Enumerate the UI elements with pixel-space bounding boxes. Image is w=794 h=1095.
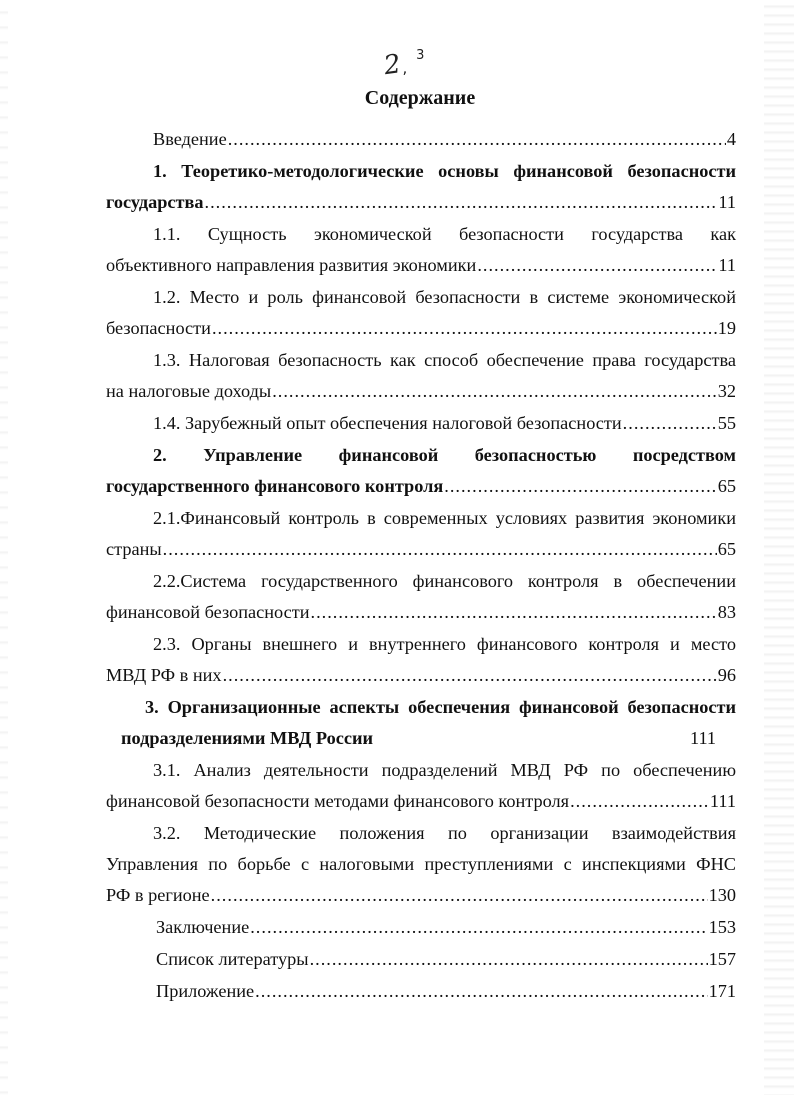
toc-page-number: 11: [718, 255, 736, 275]
toc-section-2-2-line1[interactable]: 2.2.Система государственного финансового контроля в обеспечении: [153, 571, 736, 591]
handwritten-page-number: [384, 48, 426, 80]
leader-dots: [477, 254, 717, 276]
toc-page-number: 171: [708, 981, 736, 1001]
toc-entry-text: государственного финансового контроля: [106, 476, 444, 496]
leader-dots: [211, 884, 708, 906]
toc-entry-appendix[interactable]: [156, 980, 736, 1002]
toc-page-number: 111: [709, 791, 736, 811]
toc-chapter-3-page: 111: [690, 728, 717, 748]
leader-dots: [311, 601, 717, 623]
toc-entry-text: безопасности: [106, 318, 211, 338]
page-mark-main: 2: [382, 48, 405, 82]
toc-section-2-1-line2[interactable]: [106, 538, 736, 560]
toc-entry-text: страны: [106, 539, 162, 559]
toc-page-number: 65: [717, 476, 736, 496]
toc-section-2-2-line2[interactable]: [106, 601, 736, 623]
toc-entry-text: объективного направления развития экономики: [106, 255, 477, 275]
toc-chapter-1-line2[interactable]: [106, 191, 736, 213]
toc-page-number: 19: [717, 318, 736, 338]
toc-page-number: 83: [717, 602, 736, 622]
toc-section-1-2-line2[interactable]: [106, 317, 736, 339]
leader-dots: [163, 538, 717, 560]
toc-section-1-3-line2[interactable]: [106, 380, 736, 402]
toc-entry-text: Введение: [153, 129, 227, 149]
toc-entry-text: МВД РФ в них: [106, 665, 222, 685]
page-mark-sup: 3: [416, 48, 427, 63]
toc-entry-text: Приложение: [156, 981, 255, 1001]
toc-section-1-1-line1[interactable]: 1.1. Сущность экономической безопасности государства как: [153, 224, 736, 244]
toc-chapter-3-line1[interactable]: 3. Организационные аспекты обеспечения финансовой безопасности: [145, 697, 736, 717]
scan-edge-left: [0, 0, 8, 1095]
toc-section-3-2-line1[interactable]: 3.2. Методические положения по организации взаимодействия: [153, 823, 736, 843]
toc-entry-text: на налоговые доходы: [106, 381, 272, 401]
leader-dots: [444, 475, 716, 497]
toc-chapter-1-line1[interactable]: 1. Теоретико-методологические основы финансовой безопасности: [153, 161, 736, 181]
page-title: Содержание: [364, 87, 476, 109]
toc-section-3-1-line1[interactable]: 3.1. Анализ деятельности подразделений МВД РФ по обеспечению: [153, 760, 736, 780]
leader-dots: [228, 128, 726, 150]
toc-entry-text: финансовой безопасности методами финансового контроля: [106, 791, 570, 811]
leader-dots: [623, 412, 717, 434]
leader-dots: [205, 191, 718, 213]
toc-entry-text: государства: [106, 192, 204, 212]
toc-page-number: 153: [708, 917, 736, 937]
leader-dots: [212, 317, 717, 339]
toc-page-number: 157: [708, 949, 736, 969]
toc-section-1-1-line2[interactable]: [106, 254, 736, 276]
toc-section-3-1-line2[interactable]: [106, 790, 736, 812]
toc-page-number: 11: [718, 192, 736, 212]
page-mark-mid: ,: [402, 59, 410, 77]
toc-page-number: 96: [717, 665, 736, 685]
toc-chapter-3-line2[interactable]: подразделениями МВД России: [121, 728, 374, 748]
scan-edge-right: [764, 0, 794, 1095]
leader-dots: [223, 664, 717, 686]
toc-entry-intro[interactable]: [153, 128, 736, 150]
toc-page-number: 4: [726, 129, 736, 149]
toc-chapter-2-line1[interactable]: 2. Управление финансовой безопасностью посредством: [153, 445, 736, 465]
toc-section-3-2-line3[interactable]: [106, 884, 736, 906]
toc-section-2-1-line1[interactable]: 2.1.Финансовый контроль в современных условиях развития экономики: [153, 508, 736, 528]
leader-dots: [255, 980, 707, 1002]
toc-entry-text: РФ в регионе: [106, 885, 210, 905]
toc-entry-conclusion[interactable]: [156, 916, 736, 938]
toc-page-number: 65: [717, 539, 736, 559]
toc-page-number: 55: [717, 413, 736, 433]
leader-dots: [310, 948, 708, 970]
toc-section-3-2-line2[interactable]: Управления по борьбе с налоговыми преступлениями с инспекциями ФНС: [106, 854, 736, 874]
toc-section-1-4[interactable]: [153, 412, 736, 434]
toc-section-2-3-line2[interactable]: [106, 664, 736, 686]
toc-entry-text: 1.4. Зарубежный опыт обеспечения налоговой безопасности: [153, 413, 622, 433]
leader-dots: [272, 380, 717, 402]
leader-dots: [570, 790, 709, 812]
toc-section-2-3-line1[interactable]: 2.3. Органы внешнего и внутреннего финансового контроля и место: [153, 634, 736, 654]
toc-page-number: 130: [708, 885, 736, 905]
toc-page-number: 32: [717, 381, 736, 401]
toc-entry-text: Заключение: [156, 917, 250, 937]
toc-section-1-2-line1[interactable]: 1.2. Место и роль финансовой безопасности в системе экономической: [153, 287, 736, 307]
toc-entry-text: финансовой безопасности: [106, 602, 310, 622]
toc-entry-text: Список литературы: [156, 949, 309, 969]
toc-chapter-2-line2[interactable]: [106, 475, 736, 497]
toc-section-1-3-line1[interactable]: 1.3. Налоговая безопасность как способ обеспечение права государства: [153, 350, 736, 370]
leader-dots: [250, 916, 707, 938]
toc-entry-literature[interactable]: [156, 948, 736, 970]
